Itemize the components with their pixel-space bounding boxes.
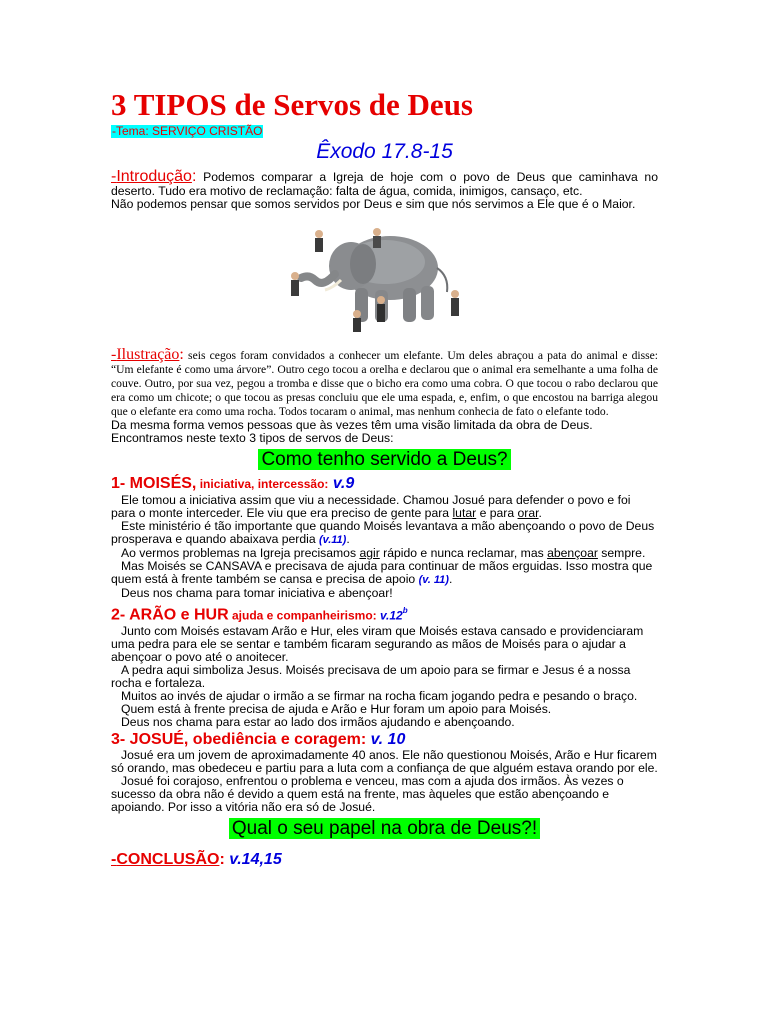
elephant-image [285,218,485,336]
document-title: 3 TIPOS de Servos de Deus [111,87,473,122]
bible-passage: Êxodo 17.8-15 [316,140,453,163]
section-2-paragraph: A pedra aqui simboliza Jesus. Moisés precisava de um apoio para se firmar e Jesus é a nossa rocha e fortaleza. [111,662,631,690]
after-illustration-1: Da mesma forma vemos pessoas que às vezes têm uma visão limitada da obra de Deus. [111,417,593,432]
introduction-paragraph: -Introdução: Podemos comparar a Igreja de hoje com o povo de Deus que caminhava no deserto. Tudo era motivo de reclamação: falta de água, comida, inimigos, cansaço, etc. [111,168,658,198]
illustration-label: -Ilustração [111,345,180,363]
section-2-heading: 2- ARÃO e HUR ajuda e companheirismo: v.12$^b$ [111,605,408,623]
section-1-heading: 1- MOISÉS, iniciativa, intercessão: v.9 [111,474,355,492]
after-illustration-2: Encontramos neste texto 3 tipos de servos de Deus: [111,431,394,445]
elephant-illustration [111,218,658,336]
section-1-paragraph: Este ministério é tão importante que quando Moisés levantava a mão abençoando o povo de Deus prosperava e quando abaixava perdia (v.11). [111,518,655,546]
section-1-paragraph: Mas Moisés se CANSAVA e precisava de ajuda para continuar de mãos erguidas. Isso mostra que quem está à frente também se cansa e precisa de apoio (v. 11). [111,558,653,586]
document-page [111,88,658,869]
introduction-label: -Introdução [111,168,192,185]
section-3-paragraph: Josué era um jovem de aproximadamente 40 anos. Ele não questionou Moisés, Arão e Hur ficarem só orando, mas obedeceu e partiu para a luta com a confiança de que alguém estava orando por ele. [111,747,658,775]
section-3-heading: 3- JOSUÉ, obediência e coragem: v. 10 [111,730,406,748]
section-2-paragraph: Deus nos chama para estar ao lado dos irmãos ajudando e abençoando. [121,714,515,729]
section-2-paragraph: Muitos ao invés de ajudar o irmão a se firmar na rocha ficam jogando pedra e pesando o braço. [121,688,638,703]
illustration-paragraph: -Ilustração: seis cegos foram convidados a conhecer um elefante. Um deles abraçou a pata do animal e disse: “Um elefante é como uma árvore”. Outro cego tocou a orelha e declarou que o animal era semelhante a uma folha de couve. Outro, por sua vez, pegou a tromba e disse que o bicho era como uma cobra. O que tocou o rabo declarou que era como um chicote; o que tocou as presas concluiu que ele uma espada, e, enfim, o que encostou na barriga alegou que o elefante era como uma rocha. Todos tocaram o animal, mas nenhum conhecia de fato o elefante todo. [111,345,658,418]
introduction-paragraph-2: Não podemos pensar que somos servidos por Deus e sim que nós servimos a Ele que é o Maior. [111,197,636,211]
section-1-paragraph: Deus nos chama para tomar iniciativa e abençoar! [121,585,393,600]
section-1-paragraph: Ele tomou a iniciativa assim que viu a necessidade. Chamou Josué para defender o povo e foi para o monte interceder. Ele viu que era preciso de gente para lutar e para orar. [111,492,631,520]
section-2-paragraph: Quem está à frente precisa de ajuda e Arão e Hur foram um apoio para Moisés. [121,701,552,716]
section-2-paragraph: Junto com Moisés estavam Arão e Hur, eles viram que Moisés estava cansado e providenciaram uma pedra para ele se sentar e também ficaram segurando as mãos de Moisés para o ajudar a abençoar o povo até o anoitecer. [111,623,644,664]
theme-highlight: -Tema: SERVIÇO CRISTÃO [112,124,263,138]
section-3-paragraph: Josué foi corajoso, enfrentou o problema e venceu, mas com a ajuda dos irmãos. Às vezes o sucesso da obra não é devido a quem está na frente, mas àqueles que estão abençoando e apoiando. Por isso a vitória não era só de Josué. [111,773,624,814]
question-banner-1: Como tenho servido a Deus? [111,449,658,471]
section-1-paragraph: Ao vermos problemas na Igreja precisamos agir rápido e nunca reclamar, mas abençoar sempre. [121,545,646,560]
question-banner-2: Qual o seu papel na obra de Deus?! [111,818,658,840]
conclusion-heading: -CONCLUSÃO: v.14,15 [111,850,282,868]
